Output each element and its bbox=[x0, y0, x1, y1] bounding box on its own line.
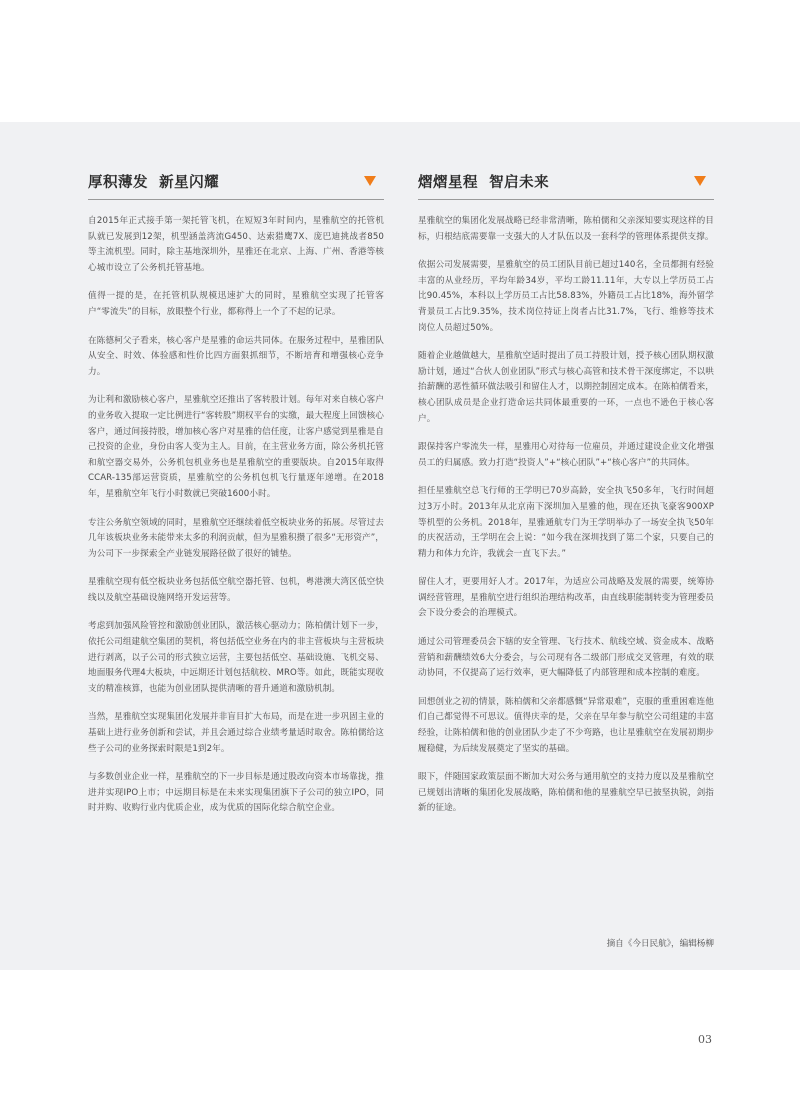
left-paragraph-8: 当然，星雅航空实现集团化发展并非盲目扩大布局，而是在进一步巩固主业的基础上进行业务创新和尝试，并且会通过综合业绩考量适时取舍。陈柏儒给这些子公司的业务探索时限是1到2年。 bbox=[88, 712, 384, 754]
right-paragraph-1: 星雅航空的集团化发展战略已经非常清晰，陈柏儒和父亲深知要实现这样的目标，归根结底需要靠一支强大的人才队伍以及一套科学的管理体系提供支撑。 bbox=[418, 216, 714, 242]
left-paragraph-4: 为让利和激励核心客户，星雅航空还推出了客转股计划。每年对来自核心客户的业务收入提取一定比例进行“客转股”期权平台的实缴，最大程度上回馈核心客户，通过间接持股，增加核心客户对星雅的信任度，让客户感觉到星雅是自己投资的企业，身份由客人变为主人。目前，在主营业务方面，除公务机托管和航空器交易外，公务机包机业务也是星雅航空的重要版块。自2015年取得CCAR-135部运营资质，星雅航空的公务机包机飞行量逐年递增。在2018年，星雅航空年飞行小时数就已突破1600小时。 bbox=[88, 395, 384, 499]
right-paragraph-8: 回想创业之初的情景，陈柏儒和父亲都感慨“异常艰难”，克服的重重困难连他们自己都觉得不可思议。值得庆幸的是，父亲在早年参与航空公司组建的丰富经验，让陈柏儒和他的创业团队少走了不少弯路，也让星雅航空在发展初期步履稳健，为后续发展奠定了坚实的基础。 bbox=[418, 696, 714, 754]
right-paragraph-5: 担任星雅航空总飞行师的王学明已70岁高龄，安全执飞50多年，飞行时间超过3万小时。2013年从北京南下深圳加入星雅的他，现在还执飞豪客900XP等机型的公务机。2018年，星雅通航专门为王学明举办了一场安全执飞50年的庆祝活动，王学明在会上说：“如今我在深圳找到了第二个家，只要自己的精力和体力允许，我就会一直飞下去。” bbox=[418, 486, 714, 559]
right-paragraph-3: 随着企业越做越大，星雅航空适时提出了员工持股计划，授予核心团队期权激励计划，通过“合伙人创业团队”形式与核心高管和技术骨干深度绑定，不以哄抬薪酬的恶性循环做法吸引和留住人才，以期控制固定成本。在陈柏儒看来，核心团队成员是企业打造命运共同体最重要的一环，一点也不逊色于核心客户。 bbox=[418, 351, 714, 424]
left-paragraph-1: 自2015年正式接手第一架托管飞机，在短短3年时间内，星雅航空的托管机队就已发展到12架，机型涵盖湾流G450、达索猎鹰7X、庞巴迪挑战者850等主流机型。同时，除主基地深圳外，星雅还在北京、上海、广州、香港等核心城市设立了公务机托管基地。 bbox=[88, 216, 384, 273]
right-section-title: 熠熠星程 智启未来 bbox=[418, 175, 550, 191]
left-paragraph-6: 星雅航空现有低空板块业务包括低空航空器托管、包机，粤港澳大湾区低空快线以及航空基础设施网络开发运营等。 bbox=[88, 577, 384, 603]
triangle-down-icon bbox=[364, 176, 376, 186]
right-paragraph-4: 跟保持客户零流失一样，星雅用心对待每一位雇员，并通过建设企业文化增强员工的归属感。致力打造“投资人”+“核心团队”+“核心客户”的共同体。 bbox=[418, 442, 714, 468]
source-credit: 摘自《今日民航》，编辑杨柳 bbox=[606, 939, 714, 949]
left-section-header bbox=[88, 165, 384, 200]
page-number: 03 bbox=[698, 1033, 712, 1046]
left-paragraph-2: 值得一提的是，在托管机队规模迅速扩大的同时，星雅航空实现了托管客户“零流失”的目标，放眼整个行业，都称得上一个了不起的记录。 bbox=[88, 291, 384, 317]
left-section-title: 厚积薄发 新星闪耀 bbox=[88, 175, 220, 191]
left-paragraph-7: 考虑到加强风险管控和激励创业团队，激活核心驱动力；陈柏儒计划下一步，依托公司组建航空集团的契机，将包括低空业务在内的非主营板块与主营板块进行剥离，以子公司的形式独立运营，主要包括低空、基础设施、飞机交易、地面服务代理4大板块，中远期还计划包括航校、MRO等。如此，既能实现收支的精准核算，也能为创业团队提供清晰的晋升通道和激励机制。 bbox=[88, 621, 384, 694]
right-paragraph-6: 留住人才，更要用好人才。2017年，为适应公司战略及发展的需要，统筹协调经营管理，星雅航空进行组织治理结构改革，由直线职能制转变为管理委员会下设分委会的治理模式。 bbox=[418, 577, 714, 619]
left-column bbox=[88, 165, 384, 830]
right-column bbox=[418, 165, 714, 830]
triangle-down-icon bbox=[694, 176, 706, 186]
left-paragraph-9: 与多数创业企业一样，星雅航空的下一步目标是通过股改向资本市场靠拢，推进并实现IPO上市；中远期目标是在未来实现集团旗下子公司的独立IPO，同时并购、收购行业内优质企业，成为优质的国际化综合航空企业。 bbox=[88, 772, 384, 814]
right-paragraph-9: 眼下，伴随国家政策层面不断加大对公务与通用航空的支持力度以及星雅航空已规划出清晰的集团化发展战略，陈柏儒和他的星雅航空早已披坚执锐，剑指新的征途。 bbox=[418, 772, 714, 814]
right-section-header bbox=[418, 165, 714, 200]
right-paragraph-2: 依据公司发展需要，星雅航空的员工团队目前已超过140名，全员都拥有经验丰富的从业经历，平均年龄34岁，平均工龄11.11年，大专以上学历员工占比90.45%，本科以上学历员工占比58.83%，外籍员工占比18%，海外留学背景员工占比9.35%，技术岗位持证上岗者占比31.7%，飞行、维修等技术岗位人员超过50%。 bbox=[418, 260, 714, 333]
left-paragraph-3: 在陈德柯父子看来，核心客户是星雅的命运共同体。在服务过程中，星雅团队从安全、时效、体验感和性价比四方面狠抓细节，不断培育和增强核心竞争力。 bbox=[88, 335, 384, 377]
right-paragraph-7: 通过公司管理委员会下辖的安全管理、飞行技术、航线空域、资金成本、战略营销和薪酬绩效6大分委会，与公司现有各二级部门形成交叉管理，有效的联动协同，不仅提高了运行效率，更大幅降低了内部管理和成本控制的难度。 bbox=[418, 637, 714, 679]
left-paragraph-5: 专注公务航空领域的同时，星雅航空还继续着低空板块业务的拓展。尽管过去几年该板块业务未能带来太多的利润贡献，但为星雅积攒了很多“无形资产”，为公司下一步探索全产业链发展路径做了很好的铺垫。 bbox=[88, 517, 384, 559]
